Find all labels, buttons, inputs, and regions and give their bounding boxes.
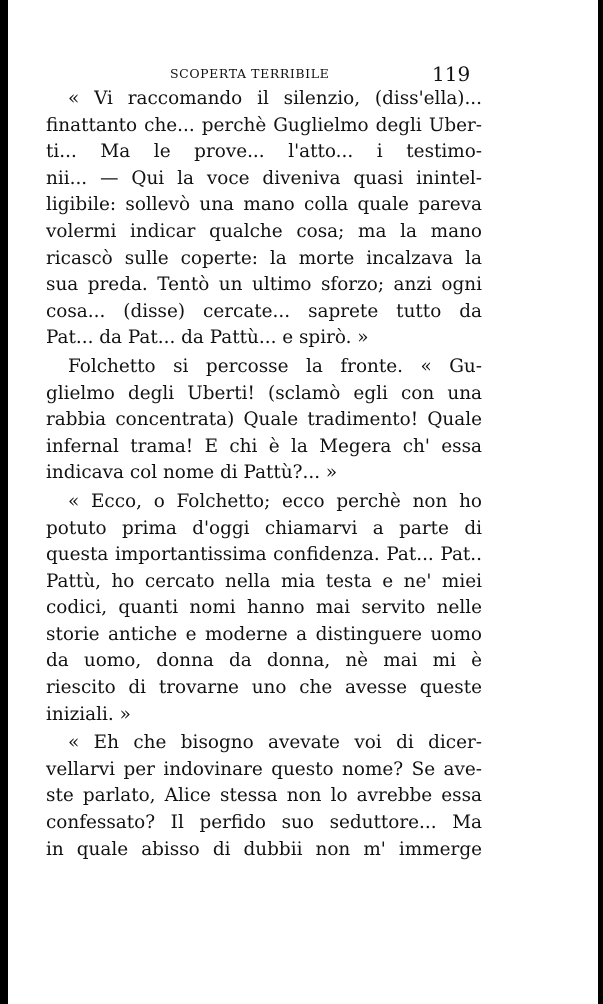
text-line: nii... — Qui la voce diveniva quasi inintel- [46, 167, 482, 189]
text-line: vellarvi per indovinare questo nome? Se ave- [46, 758, 482, 780]
text-line: Pattù, ho cercato nella mia testa e ne' miei [46, 570, 482, 592]
text-line: ricascò sulle coperte: la morte incalzava la [46, 247, 482, 269]
text-line: in quale abisso di dubbii non m' immerge [46, 838, 482, 860]
text-line: rabbia concentrata) Quale tradimento! Quale [46, 409, 482, 431]
text-line: « Eh che bisogno avevate voi di dicer- [68, 732, 482, 754]
text-line: volermi indicar qualche cosa; ma la mano [46, 220, 482, 242]
text-line: questa importantissima confidenza. Pat... Pat.. [46, 544, 482, 566]
text-line: storie antiche e moderne a distinguere uomo [46, 623, 482, 645]
text-line: indicava col nome di Pattù?... » [46, 462, 338, 484]
text-line: Folchetto si percosse la fronte. « Gu- [68, 355, 482, 377]
page-number: 119 [432, 62, 471, 86]
text-line: iniziali. » [46, 703, 131, 725]
text-line: confessato? Il perfido suo seduttore... Ma [46, 812, 482, 834]
book-page [8, 0, 598, 1004]
text-line: da uomo, donna da donna, nè mai mi è [46, 650, 482, 672]
text-line: codici, quanti nomi hanno mai servito nelle [46, 597, 482, 619]
text-line: finattanto che... perchè Guglielmo degli Uber- [46, 114, 482, 136]
text-line: ti... Ma le prove... l'atto... i testimo- [46, 141, 482, 163]
text-line: « Ecco, o Folchetto; ecco perchè non ho [68, 490, 482, 512]
text-line: infernal trama! E chi è la Megera ch' essa [46, 435, 482, 457]
text-line: ste parlato, Alice stessa non lo avrebbe essa [46, 785, 482, 807]
text-line: glielmo degli Uberti! (sclamò egli con una [46, 382, 482, 404]
body-text [46, 86, 482, 863]
text-line: « Vi raccomando il silenzio, (diss'ella)... [68, 88, 482, 109]
page-header [8, 62, 598, 86]
running-title: SCOPERTA TERRIBILE [170, 66, 330, 81]
text-line: sua preda. Tentò un ultimo sforzo; anzi ogni [46, 274, 482, 296]
text-line: cosa... (disse) cercate... saprete tutto da [46, 300, 482, 322]
text-line: potuto prima d'oggi chiamarvi a parte di [46, 517, 482, 539]
text-line: Pat... da Pat... da Pattù... e spirò. » [46, 327, 369, 349]
text-line: ligibile: sollevò una mano colla quale pareva [46, 194, 482, 216]
text-line: riescito di trovarne uno che avesse queste [46, 677, 482, 699]
